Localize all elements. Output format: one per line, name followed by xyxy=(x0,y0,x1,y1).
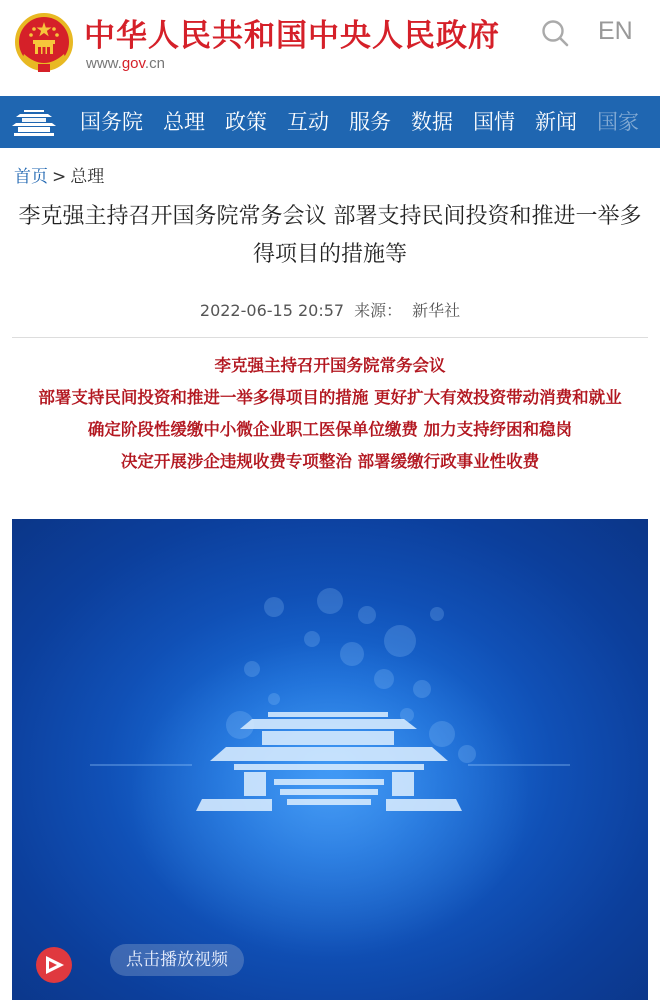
subhead-line: 部署支持民间投资和推进一举多得项目的措施 更好扩大有效投资带动消费和就业 xyxy=(38,388,622,407)
breadcrumb-home-link[interactable]: 首页 xyxy=(14,167,48,187)
site-title[interactable]: 中华人民共和国中央人民政府 xyxy=(84,18,500,54)
national-emblem-icon[interactable] xyxy=(14,12,74,74)
nav-item-premier[interactable]: 总理 xyxy=(163,110,205,134)
nav-item-news[interactable]: 新闻 xyxy=(535,110,577,134)
gov-building-icon[interactable] xyxy=(12,108,56,136)
breadcrumb-separator: > xyxy=(52,167,67,187)
breadcrumb xyxy=(14,162,104,187)
article-source-label: 来源： xyxy=(354,301,403,320)
play-logo-icon[interactable] xyxy=(34,945,74,985)
site-header xyxy=(0,0,660,96)
url-prefix: www. xyxy=(86,55,122,72)
article-meta xyxy=(0,298,660,321)
subhead-line: 确定阶段性缓缴中小微企业职工医保单位缴费 加力支持纾困和稳岗 xyxy=(87,420,573,439)
nav-item-interaction[interactable]: 互动 xyxy=(287,110,329,134)
nav-item-services[interactable]: 服务 xyxy=(349,110,391,134)
article-title: 李克强主持召开国务院常务会议 部署支持民间投资和推进一举多得项目的措施等 xyxy=(18,204,642,267)
english-language-button[interactable]: EN xyxy=(598,17,633,45)
article-subheads xyxy=(14,350,646,478)
nav-item-policy[interactable]: 政策 xyxy=(225,110,267,134)
subhead-line: 李克强主持召开国务院常务会议 xyxy=(214,356,446,375)
article-date: 2022-06-15 20:57 xyxy=(199,301,345,320)
nav-item-data[interactable]: 数据 xyxy=(411,110,453,134)
video-player[interactable] xyxy=(12,519,648,1000)
play-video-label[interactable]: 点击播放视频 xyxy=(110,944,244,976)
search-icon[interactable] xyxy=(540,18,570,48)
nav-item-national[interactable]: 国家 xyxy=(597,110,639,134)
subhead-line: 决定开展涉企违规收费专项整治 部署缓缴行政事业性收费 xyxy=(120,452,540,471)
video-cover-scene xyxy=(12,519,648,1000)
divider xyxy=(12,337,648,338)
url-suffix: .cn xyxy=(144,55,165,72)
article-source: 新华社 xyxy=(412,301,461,320)
nav-items xyxy=(70,96,649,148)
nav-item-state-council[interactable]: 国务院 xyxy=(80,110,143,134)
nav-item-national-info[interactable]: 国情 xyxy=(473,110,515,134)
site-url[interactable] xyxy=(86,55,165,72)
main-nav xyxy=(0,96,660,148)
url-gov: gov xyxy=(121,55,145,72)
breadcrumb-current[interactable]: 总理 xyxy=(70,167,105,187)
